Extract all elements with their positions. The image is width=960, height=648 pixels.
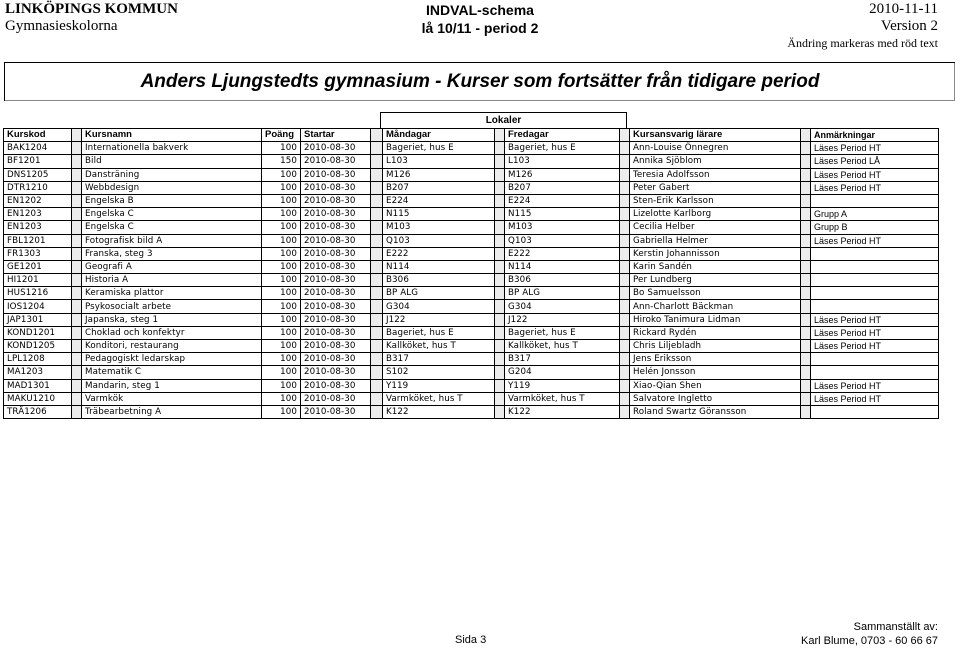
- cell-anmarkning: Läses Period HT: [811, 379, 939, 392]
- cell-poang: 100: [262, 221, 301, 234]
- cell-fredagar: B207: [505, 181, 620, 194]
- cell-fredagar: G204: [505, 366, 620, 379]
- cell-kursansvarig: Helén Jonsson: [630, 366, 801, 379]
- cell-kurskod: IOS1204: [4, 300, 72, 313]
- cell-anmarkning: Läses Period HT: [811, 313, 939, 326]
- cell-fredagar: N114: [505, 260, 620, 273]
- cell-startar: 2010-08-30: [301, 247, 371, 260]
- cell-startar: 2010-08-30: [301, 287, 371, 300]
- compiled-by-label: Sammanställt av:: [853, 621, 938, 633]
- cell-kursansvarig: Per Lundberg: [630, 274, 801, 287]
- cell-anmarkning: [811, 274, 939, 287]
- cell-kursnamn: Engelska B: [82, 194, 262, 207]
- cell-startar: 2010-08-30: [301, 313, 371, 326]
- col-kursansvarig: Kursansvarig lärare: [630, 129, 801, 142]
- org-name: LINKÖPINGS KOMMUN: [5, 1, 178, 17]
- header-left: [5, 1, 178, 35]
- cell-mandagar: M103: [383, 221, 495, 234]
- cell-anmarkning: Grupp A: [811, 208, 939, 221]
- cell-mandagar: L103: [383, 155, 495, 168]
- cell-poang: 100: [262, 234, 301, 247]
- cell-anmarkning: Läses Period HT: [811, 392, 939, 405]
- cell-startar: 2010-08-30: [301, 405, 371, 418]
- cell-kursnamn: Webbdesign: [82, 181, 262, 194]
- table-row: [4, 208, 939, 221]
- cell-kursnamn: Choklad och konfektyr: [82, 326, 262, 339]
- compiled-by-contact: Karl Blume, 0703 - 60 66 67: [801, 635, 938, 647]
- cell-anmarkning: [811, 247, 939, 260]
- cell-fredagar: B306: [505, 274, 620, 287]
- cell-startar: 2010-08-30: [301, 221, 371, 234]
- schema-period: lå 10/11 - period 2: [421, 20, 539, 36]
- cell-kursnamn: Bild: [82, 155, 262, 168]
- table-row: [4, 194, 939, 207]
- cell-mandagar: K122: [383, 405, 495, 418]
- cell-kurskod: TRÄ1206: [4, 405, 72, 418]
- cell-kurskod: MAD1301: [4, 379, 72, 392]
- table-row: [4, 392, 939, 405]
- cell-kursansvarig: Sten-Erik Karlsson: [630, 194, 801, 207]
- header-center: [330, 1, 630, 37]
- cell-kursnamn: Internationella bakverk: [82, 142, 262, 155]
- cell-kursansvarig: Ann-Louise Önnegren: [630, 142, 801, 155]
- table-row: [4, 234, 939, 247]
- cell-poang: 100: [262, 142, 301, 155]
- cell-fredagar: Q103: [505, 234, 620, 247]
- cell-mandagar: B207: [383, 181, 495, 194]
- cell-mandagar: E224: [383, 194, 495, 207]
- cell-poang: 100: [262, 194, 301, 207]
- cell-anmarkning: Läses Period HT: [811, 168, 939, 181]
- cell-startar: 2010-08-30: [301, 379, 371, 392]
- cell-anmarkning: Läses Period LÅ: [811, 155, 939, 168]
- cell-fredagar: B317: [505, 353, 620, 366]
- table-row: [4, 168, 939, 181]
- cell-kursansvarig: Jens Eriksson: [630, 353, 801, 366]
- document-date: 2010-11-11: [869, 1, 938, 17]
- cell-poang: 100: [262, 366, 301, 379]
- table-row: [4, 181, 939, 194]
- table-row: [4, 287, 939, 300]
- cell-mandagar: G304: [383, 300, 495, 313]
- cell-fredagar: Bageriet, hus E: [505, 326, 620, 339]
- cell-kurskod: EN1203: [4, 221, 72, 234]
- cell-kursnamn: Keramiska plattor: [82, 287, 262, 300]
- cell-kurskod: FR1303: [4, 247, 72, 260]
- cell-mandagar: BP ALG: [383, 287, 495, 300]
- cell-startar: 2010-08-30: [301, 326, 371, 339]
- cell-mandagar: N115: [383, 208, 495, 221]
- cell-poang: 100: [262, 405, 301, 418]
- cell-startar: 2010-08-30: [301, 208, 371, 221]
- table-row: [4, 142, 939, 155]
- col-kurskod: Kurskod: [4, 129, 72, 142]
- cell-poang: 100: [262, 181, 301, 194]
- table-header-row: [4, 129, 939, 142]
- cell-kursansvarig: Gabriella Helmer: [630, 234, 801, 247]
- cell-kursansvarig: Karin Sandén: [630, 260, 801, 273]
- cell-mandagar: Q103: [383, 234, 495, 247]
- cell-anmarkning: Läses Period HT: [811, 142, 939, 155]
- cell-kursansvarig: Rickard Rydén: [630, 326, 801, 339]
- page-header: [0, 0, 960, 56]
- cell-poang: 100: [262, 274, 301, 287]
- cell-kursnamn: Psykosocialt arbete: [82, 300, 262, 313]
- table-row: [4, 340, 939, 353]
- cell-fredagar: Varmköket, hus T: [505, 392, 620, 405]
- change-note: Ändring markeras med röd text: [787, 36, 938, 50]
- cell-kurskod: JAP1301: [4, 313, 72, 326]
- cell-kurskod: MAKU1210: [4, 392, 72, 405]
- cell-anmarkning: Läses Period HT: [811, 340, 939, 353]
- cell-kursansvarig: Salvatore Ingletto: [630, 392, 801, 405]
- col-poang: Poäng: [262, 129, 301, 142]
- cell-fredagar: M126: [505, 168, 620, 181]
- cell-kurskod: BF1201: [4, 155, 72, 168]
- cell-mandagar: B306: [383, 274, 495, 287]
- cell-kursansvarig: Lizelotte Karlborg: [630, 208, 801, 221]
- cell-kursansvarig: Chris Liljebladh: [630, 340, 801, 353]
- cell-anmarkning: Grupp B: [811, 221, 939, 234]
- cell-poang: 100: [262, 247, 301, 260]
- cell-fredagar: N115: [505, 208, 620, 221]
- cell-kurskod: BAK1204: [4, 142, 72, 155]
- cell-mandagar: Varmköket, hus T: [383, 392, 495, 405]
- cell-poang: 100: [262, 392, 301, 405]
- cell-kursnamn: Historia A: [82, 274, 262, 287]
- table-row: [4, 274, 939, 287]
- cell-poang: 100: [262, 300, 301, 313]
- cell-mandagar: J122: [383, 313, 495, 326]
- cell-kursnamn: Fotografisk bild A: [82, 234, 262, 247]
- cell-fredagar: Kallköket, hus T: [505, 340, 620, 353]
- cell-startar: 2010-08-30: [301, 366, 371, 379]
- cell-mandagar: S102: [383, 366, 495, 379]
- table-row: [4, 247, 939, 260]
- cell-kursnamn: Dansträning: [82, 168, 262, 181]
- table-row: [4, 300, 939, 313]
- cell-kursansvarig: Roland Swartz Göransson: [630, 405, 801, 418]
- cell-kurskod: LPL1208: [4, 353, 72, 366]
- cell-kurskod: DTR1210: [4, 181, 72, 194]
- cell-kursnamn: Pedagogiskt ledarskap: [82, 353, 262, 366]
- cell-fredagar: K122: [505, 405, 620, 418]
- cell-startar: 2010-08-30: [301, 181, 371, 194]
- cell-mandagar: M126: [383, 168, 495, 181]
- cell-startar: 2010-08-30: [301, 300, 371, 313]
- cell-kursnamn: Geografi A: [82, 260, 262, 273]
- cell-startar: 2010-08-30: [301, 194, 371, 207]
- cell-poang: 100: [262, 326, 301, 339]
- cell-kurskod: GE1201: [4, 260, 72, 273]
- cell-fredagar: BP ALG: [505, 287, 620, 300]
- lokaler-header: Lokaler: [380, 112, 627, 129]
- cell-kursansvarig: Peter Gabert: [630, 181, 801, 194]
- table-row: [4, 353, 939, 366]
- col-startar: Startar: [301, 129, 371, 142]
- cell-fredagar: L103: [505, 155, 620, 168]
- cell-startar: 2010-08-30: [301, 392, 371, 405]
- cell-mandagar: E222: [383, 247, 495, 260]
- cell-poang: 100: [262, 313, 301, 326]
- cell-poang: 100: [262, 208, 301, 221]
- cell-anmarkning: Läses Period HT: [811, 234, 939, 247]
- cell-mandagar: Bageriet, hus E: [383, 142, 495, 155]
- cell-startar: 2010-08-30: [301, 142, 371, 155]
- cell-kurskod: DNS1205: [4, 168, 72, 181]
- cell-anmarkning: Läses Period HT: [811, 181, 939, 194]
- cell-poang: 100: [262, 287, 301, 300]
- course-table: [3, 128, 939, 419]
- cell-startar: 2010-08-30: [301, 234, 371, 247]
- cell-anmarkning: [811, 405, 939, 418]
- cell-startar: 2010-08-30: [301, 155, 371, 168]
- cell-anmarkning: [811, 287, 939, 300]
- table-row: [4, 366, 939, 379]
- cell-kurskod: KOND1205: [4, 340, 72, 353]
- cell-kursansvarig: Xiao-Qian Shen: [630, 379, 801, 392]
- cell-fredagar: M103: [505, 221, 620, 234]
- cell-anmarkning: [811, 353, 939, 366]
- cell-kursnamn: Mandarin, steg 1: [82, 379, 262, 392]
- cell-kursnamn: Engelska C: [82, 221, 262, 234]
- cell-mandagar: B317: [383, 353, 495, 366]
- table-row: [4, 405, 939, 418]
- cell-mandagar: Bageriet, hus E: [383, 326, 495, 339]
- document-version: Version 2: [880, 18, 938, 34]
- cell-fredagar: Y119: [505, 379, 620, 392]
- cell-startar: 2010-08-30: [301, 260, 371, 273]
- cell-anmarkning: [811, 260, 939, 273]
- cell-anmarkning: [811, 366, 939, 379]
- cell-startar: 2010-08-30: [301, 274, 371, 287]
- cell-kursnamn: Varmkök: [82, 392, 262, 405]
- cell-poang: 100: [262, 260, 301, 273]
- table-row: [4, 221, 939, 234]
- cell-fredagar: J122: [505, 313, 620, 326]
- cell-mandagar: Kallköket, hus T: [383, 340, 495, 353]
- schema-title: INDVAL-schema: [426, 2, 534, 18]
- cell-poang: 100: [262, 340, 301, 353]
- cell-kurskod: HI1201: [4, 274, 72, 287]
- cell-kursansvarig: Teresia Adolfsson: [630, 168, 801, 181]
- cell-fredagar: Bageriet, hus E: [505, 142, 620, 155]
- cell-kurskod: HUS1216: [4, 287, 72, 300]
- cell-startar: 2010-08-30: [301, 353, 371, 366]
- page-title: Anders Ljungstedts gymnasium - Kurser som fortsätter från tidigare period: [4, 62, 955, 101]
- cell-kursansvarig: Ann-Charlott Bäckman: [630, 300, 801, 313]
- cell-kursansvarig: Hiroko Tanimura Lidman: [630, 313, 801, 326]
- cell-kursnamn: Engelska C: [82, 208, 262, 221]
- col-anmarkningar: Anmärkningar: [811, 129, 939, 142]
- cell-kursansvarig: Bo Samuelsson: [630, 287, 801, 300]
- page-number: Sida 3: [455, 634, 487, 646]
- cell-poang: 100: [262, 353, 301, 366]
- table-row: [4, 379, 939, 392]
- cell-kurskod: MA1203: [4, 366, 72, 379]
- col-mandagar: Måndagar: [383, 129, 495, 142]
- compiled-by: [801, 620, 938, 648]
- cell-anmarkning: Läses Period HT: [811, 326, 939, 339]
- cell-mandagar: Y119: [383, 379, 495, 392]
- cell-mandagar: N114: [383, 260, 495, 273]
- cell-kursnamn: Franska, steg 3: [82, 247, 262, 260]
- col-kursnamn: Kursnamn: [82, 129, 262, 142]
- cell-anmarkning: [811, 194, 939, 207]
- cell-kursnamn: Japanska, steg 1: [82, 313, 262, 326]
- cell-kurskod: KOND1201: [4, 326, 72, 339]
- cell-anmarkning: [811, 300, 939, 313]
- cell-kursnamn: Träbearbetning A: [82, 405, 262, 418]
- table-row: [4, 155, 939, 168]
- table-row: [4, 260, 939, 273]
- col-fredagar: Fredagar: [505, 129, 620, 142]
- department-name: Gymnasieskolorna: [5, 18, 118, 34]
- cell-fredagar: E222: [505, 247, 620, 260]
- cell-kursnamn: Konditori, restaurang: [82, 340, 262, 353]
- cell-kursansvarig: Cecilia Helber: [630, 221, 801, 234]
- cell-kurskod: FBL1201: [4, 234, 72, 247]
- cell-startar: 2010-08-30: [301, 168, 371, 181]
- cell-poang: 100: [262, 168, 301, 181]
- table-row: [4, 326, 939, 339]
- cell-startar: 2010-08-30: [301, 340, 371, 353]
- cell-kursnamn: Matematik C: [82, 366, 262, 379]
- header-right: [787, 1, 938, 51]
- cell-kurskod: EN1202: [4, 194, 72, 207]
- cell-kursansvarig: Kerstin Johannisson: [630, 247, 801, 260]
- cell-poang: 100: [262, 379, 301, 392]
- cell-fredagar: G304: [505, 300, 620, 313]
- cell-poang: 150: [262, 155, 301, 168]
- cell-fredagar: E224: [505, 194, 620, 207]
- cell-kurskod: EN1203: [4, 208, 72, 221]
- table-row: [4, 313, 939, 326]
- cell-kursansvarig: Annika Sjöblom: [630, 155, 801, 168]
